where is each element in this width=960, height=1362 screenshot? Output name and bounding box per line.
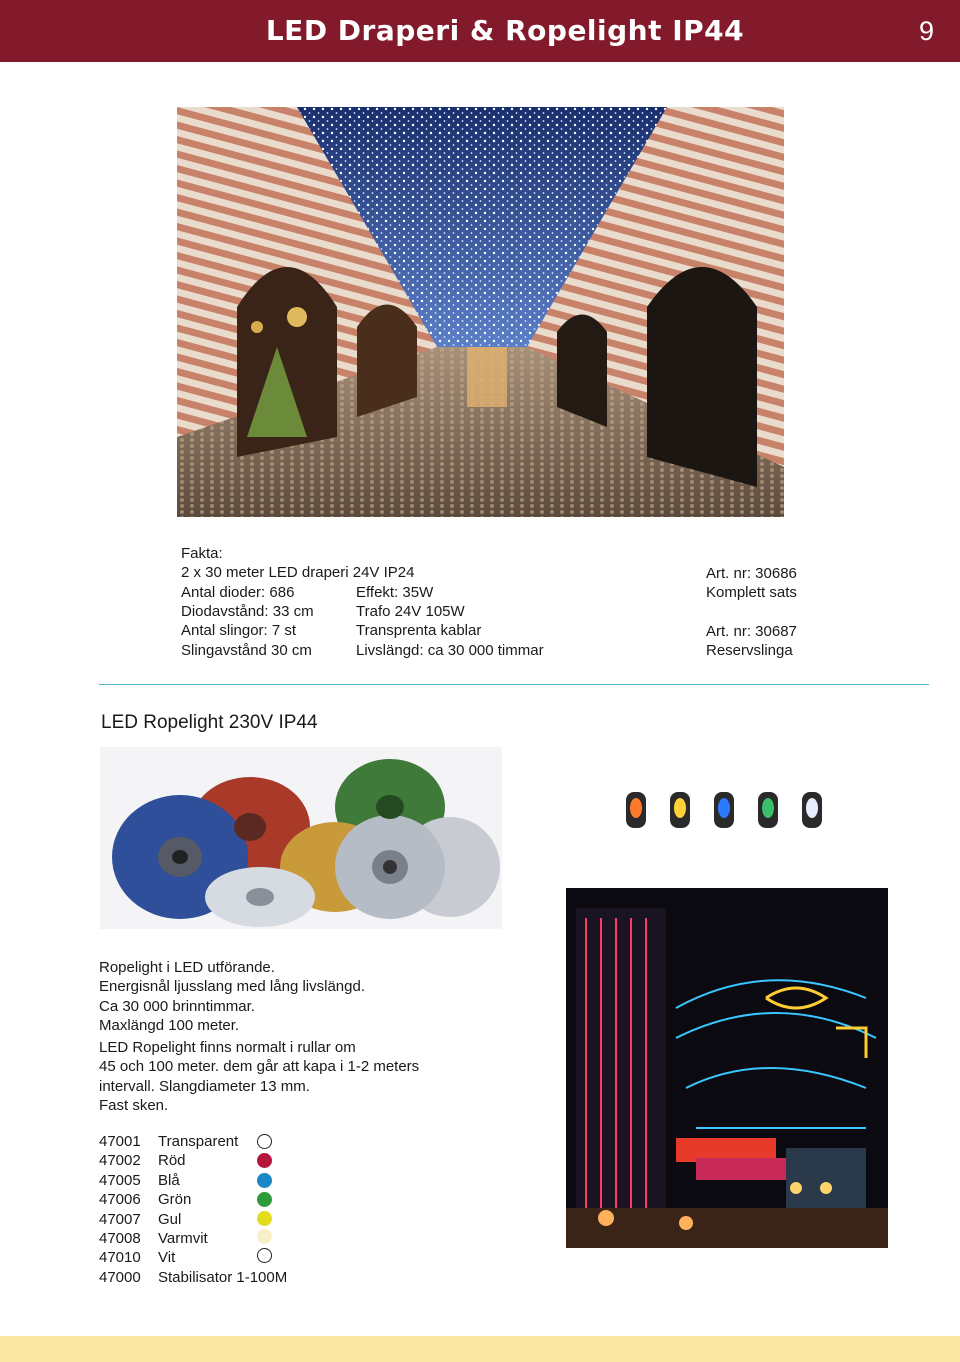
product-code: 47006: [99, 1191, 141, 1208]
ropelight-description: Ropelight i LED utförande.: [99, 959, 275, 976]
color-swatch: [257, 1248, 272, 1263]
arcade-photo: [177, 107, 784, 517]
article-description: Komplett sats: [706, 584, 797, 601]
fakta-spec: Effekt: 35W: [356, 584, 434, 601]
product-name: Grön: [158, 1191, 192, 1208]
product-name: Gul: [158, 1211, 182, 1228]
color-swatch: [257, 1192, 272, 1207]
fakta-line: 2 x 30 meter LED draperi 24V IP24: [181, 564, 415, 581]
color-swatch: [257, 1153, 272, 1168]
article-number: Art. nr: 30687: [706, 623, 797, 640]
color-swatch: [257, 1134, 272, 1149]
section-divider: [99, 684, 929, 685]
product-name: Blå: [158, 1172, 180, 1189]
ropelight-description: Maxlängd 100 meter.: [99, 1017, 240, 1034]
product-name: Transparent: [158, 1133, 239, 1150]
product-code: 47007: [99, 1211, 141, 1228]
fakta-spec: Antal dioder: 686: [181, 584, 295, 601]
neon-illustration: [566, 888, 888, 1248]
product-name: Vit: [158, 1249, 176, 1266]
fakta-spec: Trafo 24V 105W: [356, 603, 465, 620]
product-name: Stabilisator 1-100M: [158, 1269, 288, 1286]
fakta-spec: Transprenta kablar: [356, 622, 482, 639]
fakta-heading: Fakta:: [181, 545, 223, 562]
fakta-spec: Diodavstånd: 33 cm: [181, 603, 314, 620]
product-code: 47008: [99, 1230, 141, 1247]
product-code: 47000: [99, 1269, 141, 1286]
color-swatch: [257, 1211, 272, 1226]
article-description: Reservslinga: [706, 642, 793, 659]
article-number: Art. nr: 30686: [706, 565, 797, 582]
neon-building-photo: [566, 888, 888, 1248]
product-name: Varmvit: [158, 1230, 208, 1247]
reels-illustration: [100, 747, 502, 929]
fakta-spec: Antal slingor: 7 st: [181, 622, 297, 639]
product-code: 47001: [99, 1133, 141, 1150]
fakta-spec: Livslängd: ca 30 000 timmar: [356, 642, 544, 659]
page-number: 9: [918, 16, 934, 46]
page-footer-band: [0, 1336, 960, 1362]
section-title: LED Ropelight 230V IP44: [101, 712, 318, 733]
arcade-illustration: [177, 107, 784, 517]
color-swatch: [257, 1173, 272, 1188]
color-swatch: [257, 1229, 272, 1244]
product-code: 47002: [99, 1152, 141, 1169]
fakta-spec: Slingavstånd 30 cm: [181, 642, 312, 659]
led-bulbs-illustration: [618, 780, 833, 840]
ropelight-description: Ca 30 000 brinntimmar.: [99, 998, 255, 1015]
ropelight-description: 45 och 100 meter. dem går att kapa i 1-2 meters: [99, 1058, 420, 1075]
product-code: 47010: [99, 1249, 141, 1266]
ropelight-description: Energisnål ljusslang med lång livslängd.: [99, 978, 365, 995]
ropelight-description: intervall. Slangdiameter 13 mm.: [99, 1078, 310, 1095]
led-bulbs-photo: [618, 780, 833, 840]
page-header: [0, 0, 960, 62]
ropelight-description: LED Ropelight finns normalt i rullar om: [99, 1039, 356, 1056]
product-code: 47005: [99, 1172, 141, 1189]
product-name: Röd: [158, 1152, 186, 1169]
ropelight-reels-photo: [100, 747, 502, 929]
page-title: LED Draperi & Ropelight IP44: [265, 14, 745, 47]
ropelight-description: Fast sken.: [99, 1097, 169, 1114]
